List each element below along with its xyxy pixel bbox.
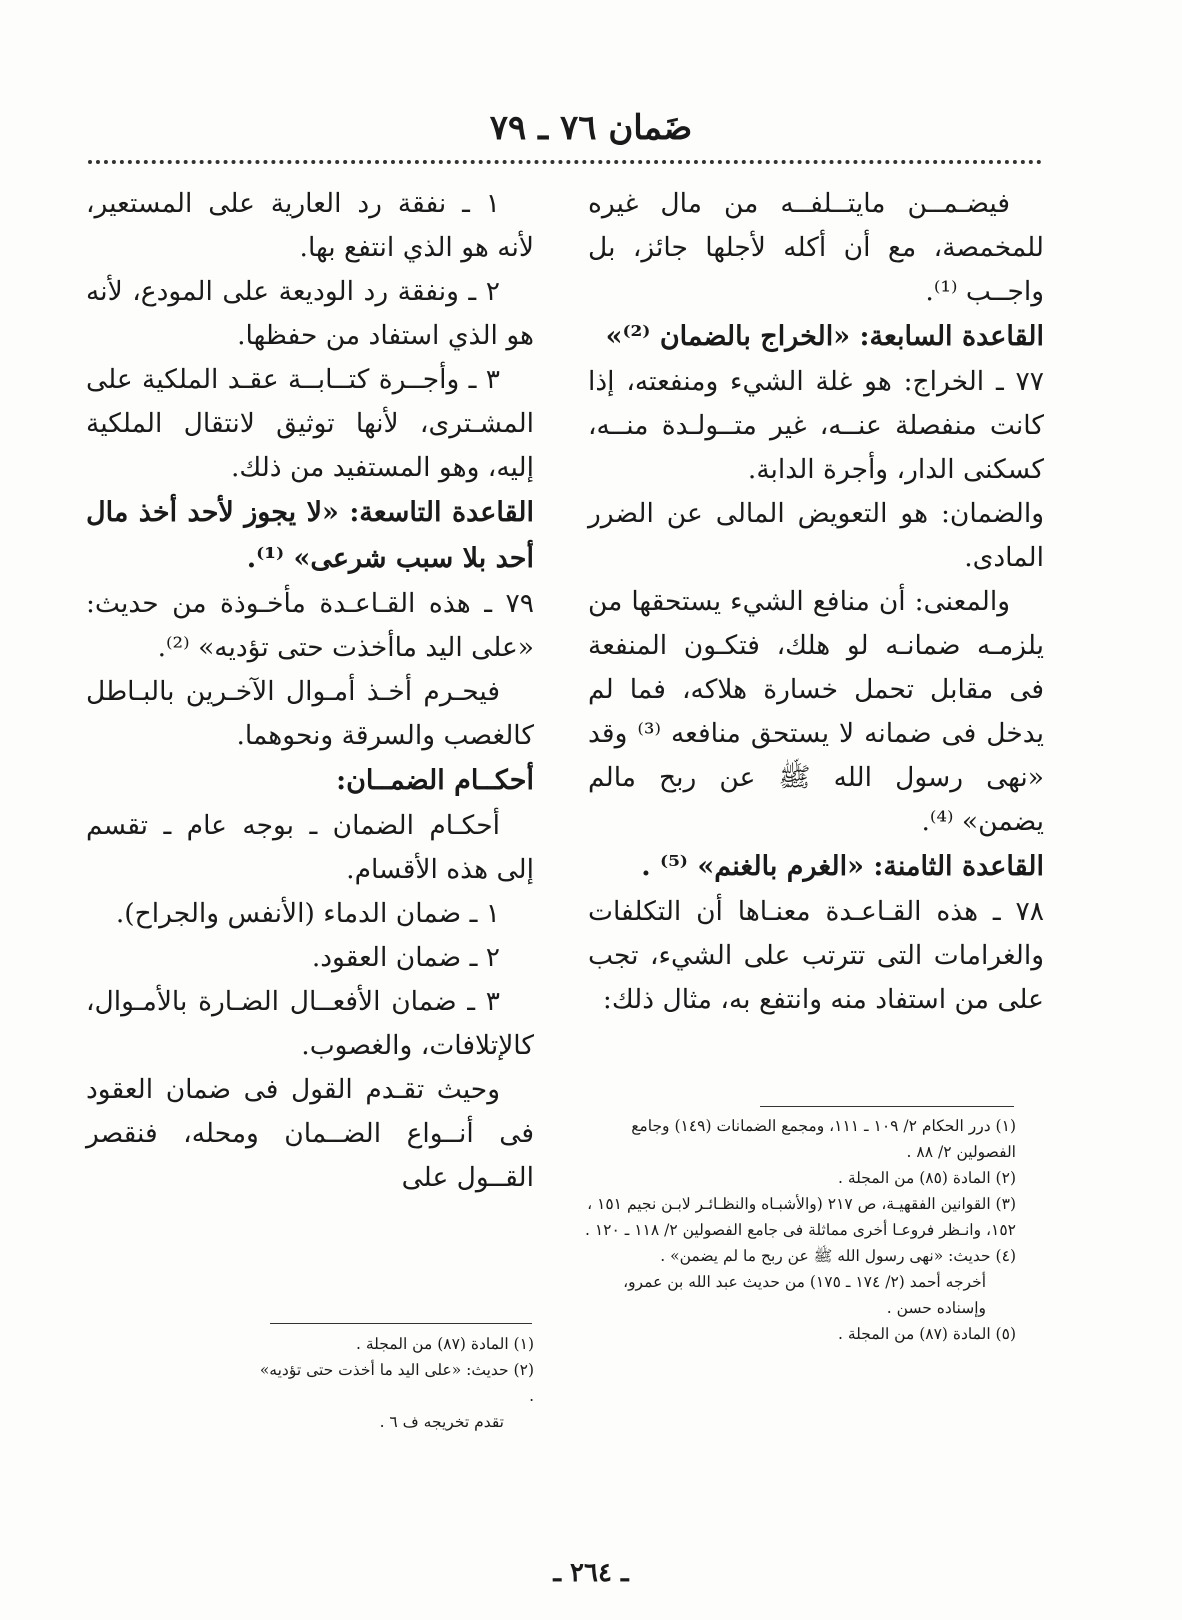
paragraph: ٢ ـ ونفقة رد الوديعة على المودع، لأنه هو الذي استفاد من حفظها. (86, 276, 534, 351)
footnote-rule-left (270, 1323, 532, 1324)
footnote: (١) درر الحكام ٢/ ١٠٩ ـ ١١١، ومجمع الضمانات (١٤٩) وجامع الفصولين ٢/ ٨٨ . (631, 1117, 1016, 1161)
paragraph: ٣ ـ ضمان الأفعــال الضـارة بالأمـوال، كالإتلافات، والغصوب. (86, 986, 534, 1061)
paragraph: وحيث تقـدم القول فى ضمان العقود فى أنــواع الضــمان ومحله، فنقصر القــول على (86, 1074, 534, 1193)
footnotes-right (580, 1113, 1016, 1347)
paragraph: ٧٨ ـ هذه القـاعـدة معنـاها أن التكلفات والغرامات التى تترتب على الشيء، تجب على من استفاد منه وانتفع به، مثال ذلك: (588, 896, 1044, 1015)
paragraph: ١ ـ نفقة رد العارية على المستعير، لأنه هو الذي انتفع بها. (86, 188, 534, 263)
list-item: ١ ـ ضمان الدماء (الأنفس والجراح). (115, 898, 500, 929)
paragraph: أحكـام الضمان ـ بوجه عام ـ تقسم إلى هذه الأقسام. (86, 810, 534, 885)
footnote: (٢) المادة (٨٥) من المجلة . (837, 1169, 1016, 1187)
paragraph: ٧٩ ـ هذه القـاعـدة مأخـوذة من حديث: «على اليد ماأخذت حتى تؤديه» ⁽²⁾. (86, 588, 534, 663)
footnote-rule-right (760, 1106, 1014, 1107)
page-header-title: ضَمان ٧٦ ـ ٧٩ (489, 108, 693, 148)
footnote: (٢) حديث: «على اليد ما أخذت حتى تؤديه» . (259, 1361, 534, 1405)
paragraph: ٧٧ ـ الخراج: هو غلة الشيء ومنفعته، إذا كانت منفصلة عنــه، غير متــولـدة منــه، كسكنى الدار، وأجرة الدابة. (588, 366, 1044, 485)
section-heading: القاعدة التاسعة: «لا يجوز لأحد أخذ مال أحد بلا سبب شرعى» ⁽¹⁾. (86, 497, 534, 574)
paragraph: والضمان: هو التعويض المالى عن الضرر المادى. (588, 498, 1044, 573)
section-heading: القاعدة الثامنة: «الغرم بالغنم» ⁽⁵⁾ . (641, 851, 1044, 882)
paragraph: والمعنى: أن منافع الشيء يستحقها من يلزمـه ضمانـه لو هلك، فتكـون المنفعة فى مقابل تحمل خسارة هلاكه، فما لم يدخل فى ضمانه لا يستحق منافعه ⁽³⁾ وقد «نهى رسول الله ﷺ عن ربح مالم يضمن» ⁽⁴⁾. (588, 586, 1045, 837)
footnote: أخرجه أحمد (٢/ ١٧٤ ـ ١٧٥) من حديث عبد الله بن عمرو، وإسناده حسن . (623, 1273, 986, 1317)
footnote: (٤) حديث: «نهى رسول الله ﷺ عن ربح ما لم يضمن» . (660, 1247, 1016, 1265)
right-column (588, 182, 1044, 1022)
paragraph: فيحـرم أخـذ أمـوال الآخـرين بالبـاطل كالغصب والسرقة ونحوهما. (86, 676, 534, 751)
left-column (86, 182, 534, 1200)
footnote: (٣) القوانين الفقهيـة، ص ٢١٧ (والأشبـاه والنظـائـر لابـن نجيم ١٥١ ، ١٥٢، وانـظر فروعـا أخرى مماثلة فى جامع الفصولين ٢/ ١١٨ ـ ١٢٠ . (584, 1195, 1016, 1239)
footnote: تقدم تخريجه ف ٦ . (379, 1413, 504, 1431)
footnote: (١) المادة (٨٧) من المجلة . (355, 1335, 534, 1353)
section-heading: أحكــام الضمــان: (336, 765, 534, 796)
section-heading: القاعدة السابعة: «الخراج بالضمان ⁽²⁾» (605, 321, 1044, 352)
footnote: (٥) المادة (٨٧) من المجلة . (837, 1325, 1016, 1343)
list-item: ٢ ـ ضمان العقود. (311, 942, 500, 973)
paragraph: فيضـمــن مايتــلفــه من مال غيره للمخمصة، مع أن أكله لأجلها جائز، بل واجــب ⁽¹⁾. (588, 188, 1044, 307)
footnotes-left (250, 1331, 534, 1435)
paragraph: ٣ ـ وأجــرة كتــابــة عقـد الملكية على المشـترى، لأنها توثيق لانتقال الملكية إليه، وهو المستفيد من ذلك. (86, 364, 534, 483)
header-dotted-rule (88, 160, 1042, 164)
page-number: ـ ٢٦٤ ـ (553, 1558, 629, 1588)
